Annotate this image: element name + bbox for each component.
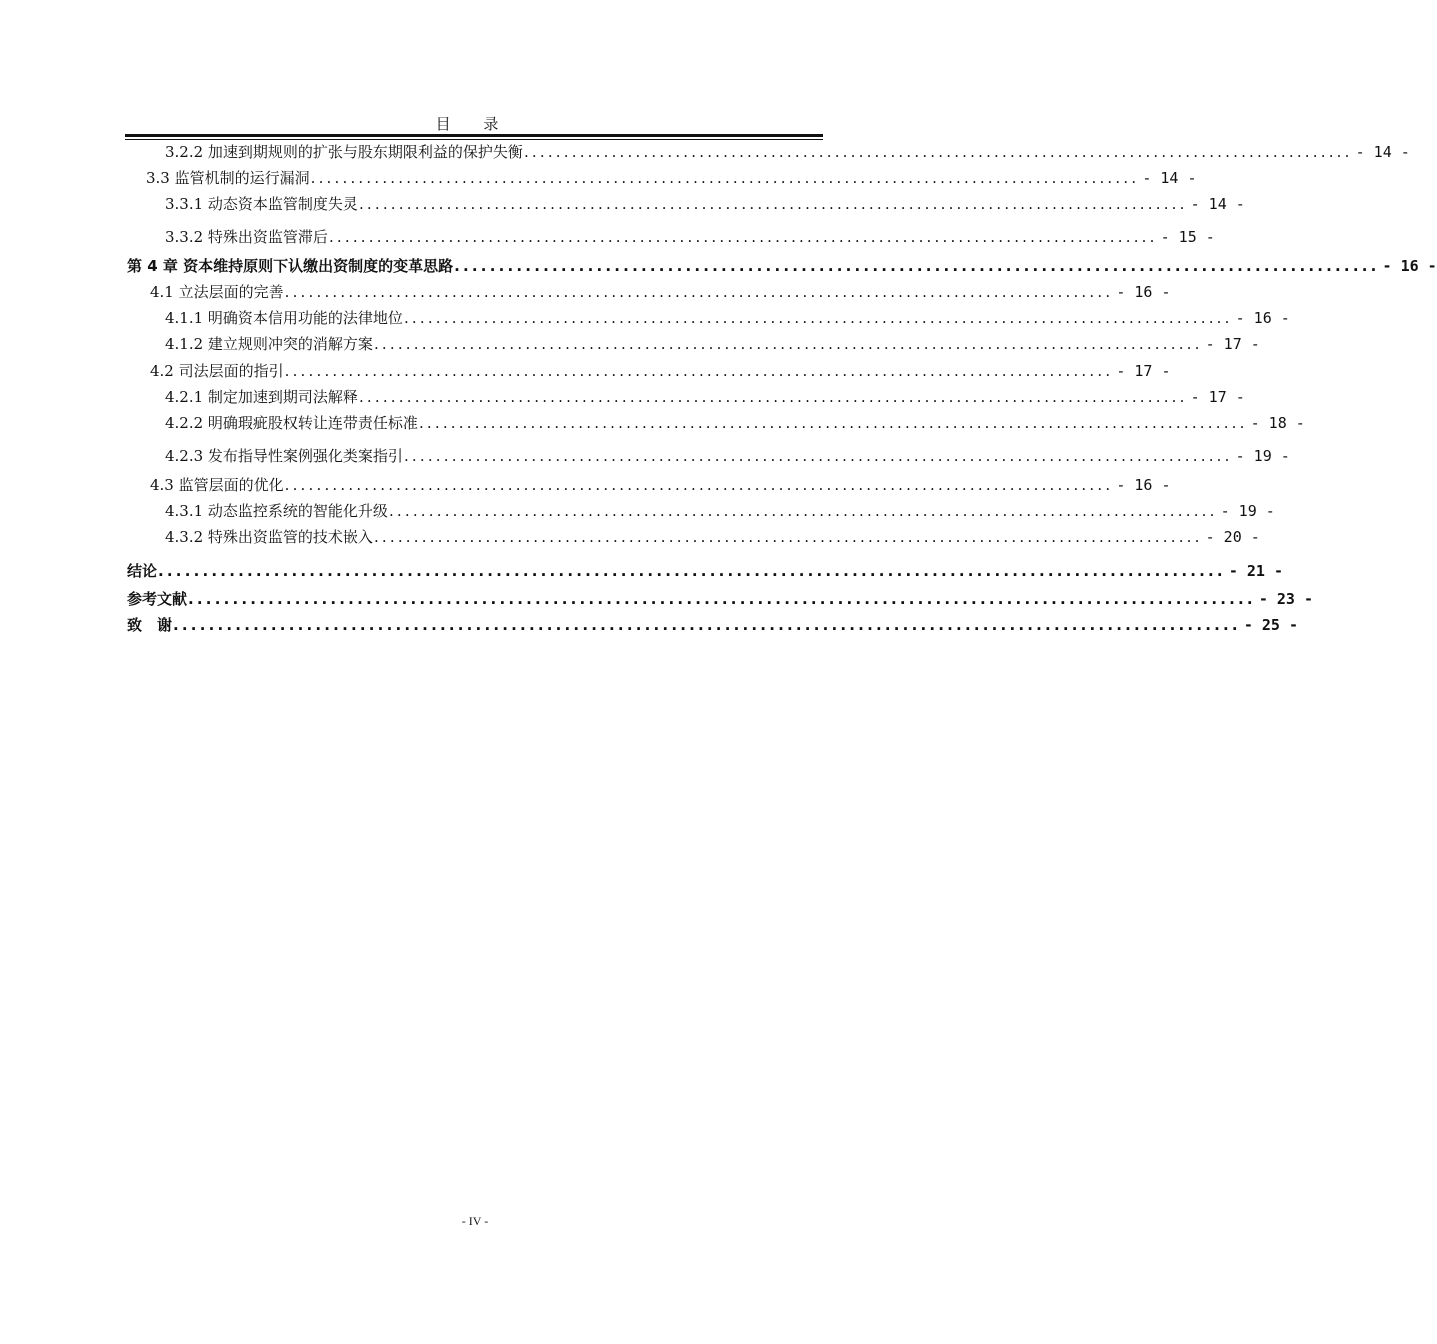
- toc-entry[interactable]: [150, 361, 1171, 381]
- toc-entry-chapter[interactable]: [127, 561, 1283, 581]
- toc-leader-dots: ........................................................................................................................: [158, 562, 1226, 580]
- toc-entry-page: - 19 -: [1220, 502, 1275, 520]
- toc-entry[interactable]: [150, 282, 1171, 302]
- toc-entry-page: - 14 -: [1355, 143, 1410, 161]
- toc-entry-title: 3.3 监管机制的运行漏洞: [146, 169, 310, 187]
- toc-entry-title: 3.3.1 动态资本监管制度失灵: [165, 195, 358, 213]
- toc-leader-dots: ........................................................................................................: [310, 169, 1140, 187]
- toc-entry-chapter[interactable]: [127, 589, 1313, 609]
- toc-entry-title: 参考文献: [127, 590, 188, 608]
- toc-entry-page: - 18 -: [1250, 414, 1305, 432]
- toc-entry[interactable]: [165, 227, 1215, 247]
- page-number: - IV -: [461, 1214, 489, 1228]
- toc-leader-dots: ........................................................................................................................: [188, 590, 1256, 608]
- toc-entry-chapter[interactable]: [127, 615, 1298, 635]
- toc-leader-dots: ........................................................................................................: [358, 195, 1188, 213]
- toc-leader-dots: ........................................................................................................: [403, 447, 1233, 465]
- toc-entry-title: 致 谢: [127, 616, 173, 634]
- toc-leader-dots: ........................................................................................................: [358, 388, 1188, 406]
- toc-entry-title: 4.2.1 制定加速到期司法解释: [165, 388, 358, 406]
- toc-leader-dots: ........................................................................................................: [284, 362, 1114, 380]
- toc-entry-title: 4.1 立法层面的完善: [150, 283, 284, 301]
- toc-entry-page: - 19 -: [1235, 447, 1290, 465]
- toc-entry-title: 4.1.2 建立规则冲突的消解方案: [165, 335, 373, 353]
- toc-entry-title: 4.2.3 发布指导性案例强化类案指引: [165, 447, 403, 465]
- toc-leader-dots: ........................................................................................................: [284, 283, 1114, 301]
- toc-entry-page: - 16 -: [1116, 283, 1171, 301]
- toc-entry[interactable]: [165, 334, 1260, 354]
- toc-entry-page: - 16 -: [1382, 257, 1437, 275]
- toc-entry[interactable]: [165, 387, 1245, 407]
- toc-entry-page: - 21 -: [1228, 562, 1283, 580]
- toc-entry-page: - 20 -: [1205, 528, 1260, 546]
- toc-entry-page: - 14 -: [1142, 169, 1197, 187]
- toc-entry-title: 4.1.1 明确资本信用功能的法律地位: [165, 309, 403, 327]
- toc-leader-dots: ........................................................................................................: [454, 257, 1380, 275]
- toc-entry-title: 3.2.2 加速到期规则的扩张与股东期限利益的保护失衡: [165, 143, 523, 161]
- toc-entry-page: - 16 -: [1235, 309, 1290, 327]
- toc-entry-page: - 23 -: [1258, 590, 1313, 608]
- toc-entry-page: - 14 -: [1190, 195, 1245, 213]
- toc-leader-dots: ........................................................................................................................: [173, 616, 1241, 634]
- toc-entry[interactable]: [165, 413, 1305, 433]
- toc-entry[interactable]: [146, 168, 1197, 188]
- toc-entry[interactable]: [165, 308, 1290, 328]
- toc-entry[interactable]: [165, 142, 1410, 162]
- toc-leader-dots: ........................................................................................................: [523, 143, 1353, 161]
- toc-entry-page: - 17 -: [1205, 335, 1260, 353]
- toc-entry-page: - 17 -: [1116, 362, 1171, 380]
- toc-entry-page: - 15 -: [1160, 228, 1215, 246]
- toc-entry-page: - 17 -: [1190, 388, 1245, 406]
- toc-leader-dots: ........................................................................................................: [284, 476, 1114, 494]
- toc-entry-title: 4.3.2 特殊出资监管的技术嵌入: [165, 528, 373, 546]
- toc-entry-page: - 25 -: [1243, 616, 1298, 634]
- toc-leader-dots: ........................................................................................................: [418, 414, 1248, 432]
- toc-entry-title: 4.2.2 明确瑕疵股权转让连带责任标准: [165, 414, 418, 432]
- toc-entry[interactable]: [165, 501, 1275, 521]
- toc-entry-chapter[interactable]: [127, 256, 1437, 276]
- toc-entry-title: 3.3.2 特殊出资监管滞后: [165, 228, 328, 246]
- toc-leader-dots: ........................................................................................................: [388, 502, 1218, 520]
- toc-leader-dots: ........................................................................................................: [373, 335, 1203, 353]
- toc-entry[interactable]: [165, 446, 1290, 466]
- toc-entry-title: 第 4 章 资本维持原则下认缴出资制度的变革思路: [127, 257, 454, 275]
- header-title: 目 录: [435, 115, 513, 133]
- toc-leader-dots: ........................................................................................................: [373, 528, 1203, 546]
- toc-entry[interactable]: [150, 475, 1171, 495]
- toc-leader-dots: ........................................................................................................: [328, 228, 1158, 246]
- toc-entry[interactable]: [165, 194, 1245, 214]
- toc-entry[interactable]: [165, 527, 1260, 547]
- toc-entry-page: - 16 -: [1116, 476, 1171, 494]
- toc-entry-title: 结论: [127, 562, 158, 580]
- toc-leader-dots: ........................................................................................................: [403, 309, 1233, 327]
- toc-entry-title: 4.2 司法层面的指引: [150, 362, 284, 380]
- toc-entry-title: 4.3 监管层面的优化: [150, 476, 284, 494]
- toc-entry-title: 4.3.1 动态监控系统的智能化升级: [165, 502, 388, 520]
